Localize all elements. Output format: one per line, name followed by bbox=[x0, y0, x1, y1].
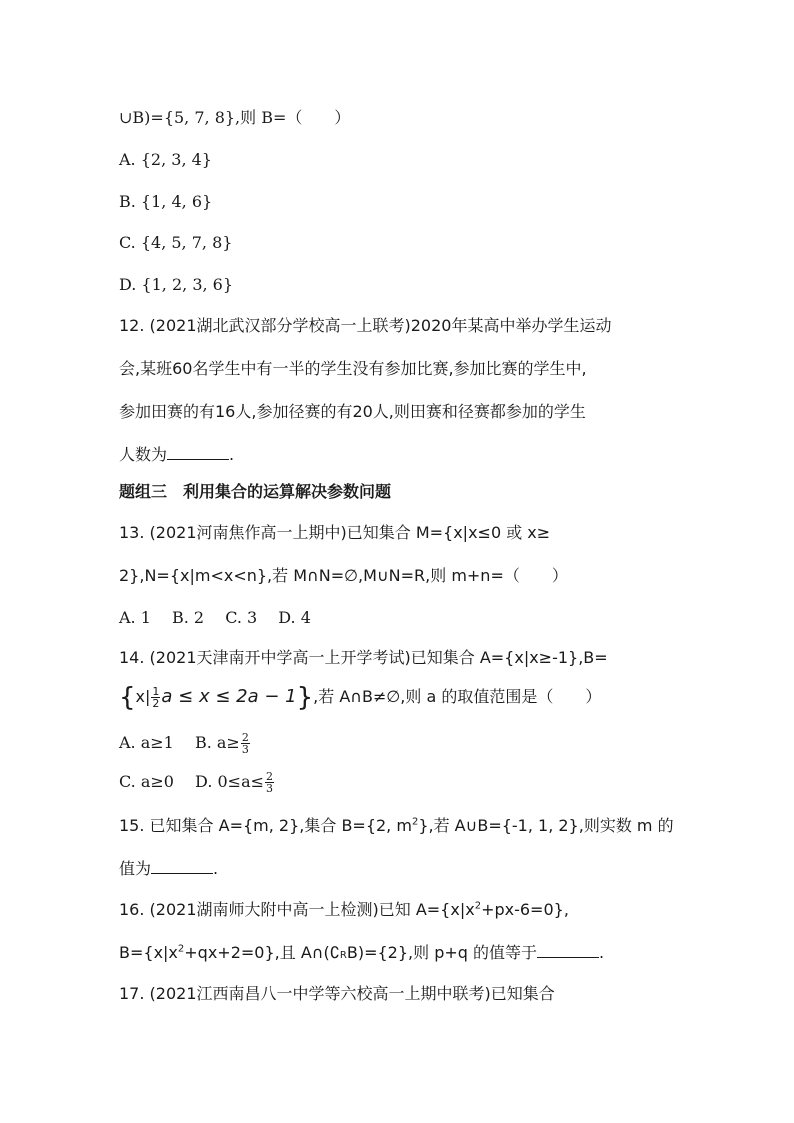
fraction-numerator: 2 bbox=[266, 770, 274, 783]
q15-line-2 bbox=[119, 858, 679, 879]
q14-question: ,若 A∩B≠∅,则 a 的取值范围是（ ） bbox=[313, 687, 602, 706]
q11-option-d: D. {1, 2, 3, 6} bbox=[119, 275, 234, 294]
q14-fraction bbox=[151, 686, 160, 709]
q16-text-b: +px-6=0}, bbox=[481, 900, 569, 919]
q14-options-ab bbox=[119, 732, 679, 755]
q12-line-4 bbox=[119, 444, 679, 465]
q14-options-cd-text: C. a≥0 D. 0≤a≤ bbox=[119, 772, 265, 791]
q15-suffix: . bbox=[213, 859, 219, 878]
superscript: 2 bbox=[177, 943, 185, 955]
q11-option-a: A. {2, 3, 4} bbox=[119, 150, 212, 169]
q12-suffix: . bbox=[229, 445, 235, 464]
fraction-denominator: 2 bbox=[152, 697, 160, 710]
q13-line-1: 13. (2021河南焦作高一上期中)已知集合 M={x|x≤0 或 x≥ bbox=[119, 523, 551, 542]
q14-line-1: 14. (2021天津南开中学高一上开学考试)已知集合 A={x|x≥-1},B= bbox=[119, 648, 608, 667]
q16-text-d: +qx+2=0},且 A∩(∁ bbox=[184, 943, 340, 962]
q12-line-2: 会,某班60名学生中有一半的学生没有参加比赛,参加比赛的学生中, bbox=[119, 359, 587, 378]
q11-continuation: ∪B)={5, 7, 8},则 B=（ ） bbox=[119, 108, 351, 127]
fraction-numerator: 1 bbox=[152, 685, 160, 698]
superscript: 2 bbox=[411, 816, 419, 828]
q14-d-fraction bbox=[265, 771, 274, 794]
q16-text-e: B)={2},则 p+q 的值等于 bbox=[346, 943, 538, 962]
q16-text-c: B={x|x bbox=[119, 943, 178, 962]
q15-text-a: 15. 已知集合 A={m, 2},集合 B={2, m bbox=[119, 816, 412, 835]
q16-answer-blank[interactable] bbox=[537, 942, 599, 958]
q11-option-c: C. {4, 5, 7, 8} bbox=[119, 233, 233, 252]
q12-line-1: 12. (2021湖北武汉部分学校高一上联考)2020年某高中举办学生运动 bbox=[119, 316, 612, 335]
q14-options-ab-text: A. a≥1 B. a≥ bbox=[119, 733, 240, 752]
q11-option-b: B. {1, 4, 6} bbox=[119, 192, 213, 211]
superscript: 2 bbox=[474, 900, 482, 912]
subscript: R bbox=[339, 950, 347, 961]
q17-line-1: 17. (2021江西南昌八一中学等六校高一上期中联考)已知集合 bbox=[119, 984, 555, 1003]
q12-answer-blank[interactable] bbox=[167, 444, 229, 460]
q12-prefix: 人数为 bbox=[119, 445, 168, 464]
q14-options-cd bbox=[119, 771, 679, 794]
q14-line-2 bbox=[119, 682, 679, 713]
left-brace: { bbox=[119, 682, 136, 713]
q15-answer-blank[interactable] bbox=[151, 858, 213, 874]
q13-options: A. 1 B. 2 C. 3 D. 4 bbox=[119, 608, 311, 627]
q16-line-1 bbox=[119, 900, 679, 920]
fraction-numerator: 2 bbox=[241, 731, 249, 744]
fraction-denominator: 3 bbox=[266, 782, 274, 795]
q16-line-2 bbox=[119, 942, 679, 966]
group3-heading: 题组三 利用集合的运算解决参数问题 bbox=[119, 482, 392, 501]
q13-line-2: 2},N={x|m<x<n},若 M∩N=∅,M∪N=R,则 m+n=（ ） bbox=[119, 566, 568, 585]
right-brace: } bbox=[296, 682, 314, 713]
q12-line-3: 参加田赛的有16人,参加径赛的有20人,则田赛和径赛都参加的学生 bbox=[119, 402, 586, 421]
q15-prefix: 值为 bbox=[119, 859, 152, 878]
q15-text-b: },若 A∪B={-1, 1, 2},则实数 m 的 bbox=[418, 816, 674, 835]
q14-inequality: a ≤ x ≤ 2a − 1 bbox=[161, 686, 297, 707]
q16-text-a: 16. (2021湖南师大附中高一上检测)已知 A={x|x bbox=[119, 900, 475, 919]
q14-b-fraction bbox=[241, 732, 250, 755]
q14-set-var: x| bbox=[135, 687, 151, 706]
fraction-denominator: 3 bbox=[241, 743, 249, 756]
q16-suffix: . bbox=[599, 943, 605, 962]
q15-line-1 bbox=[119, 816, 679, 836]
